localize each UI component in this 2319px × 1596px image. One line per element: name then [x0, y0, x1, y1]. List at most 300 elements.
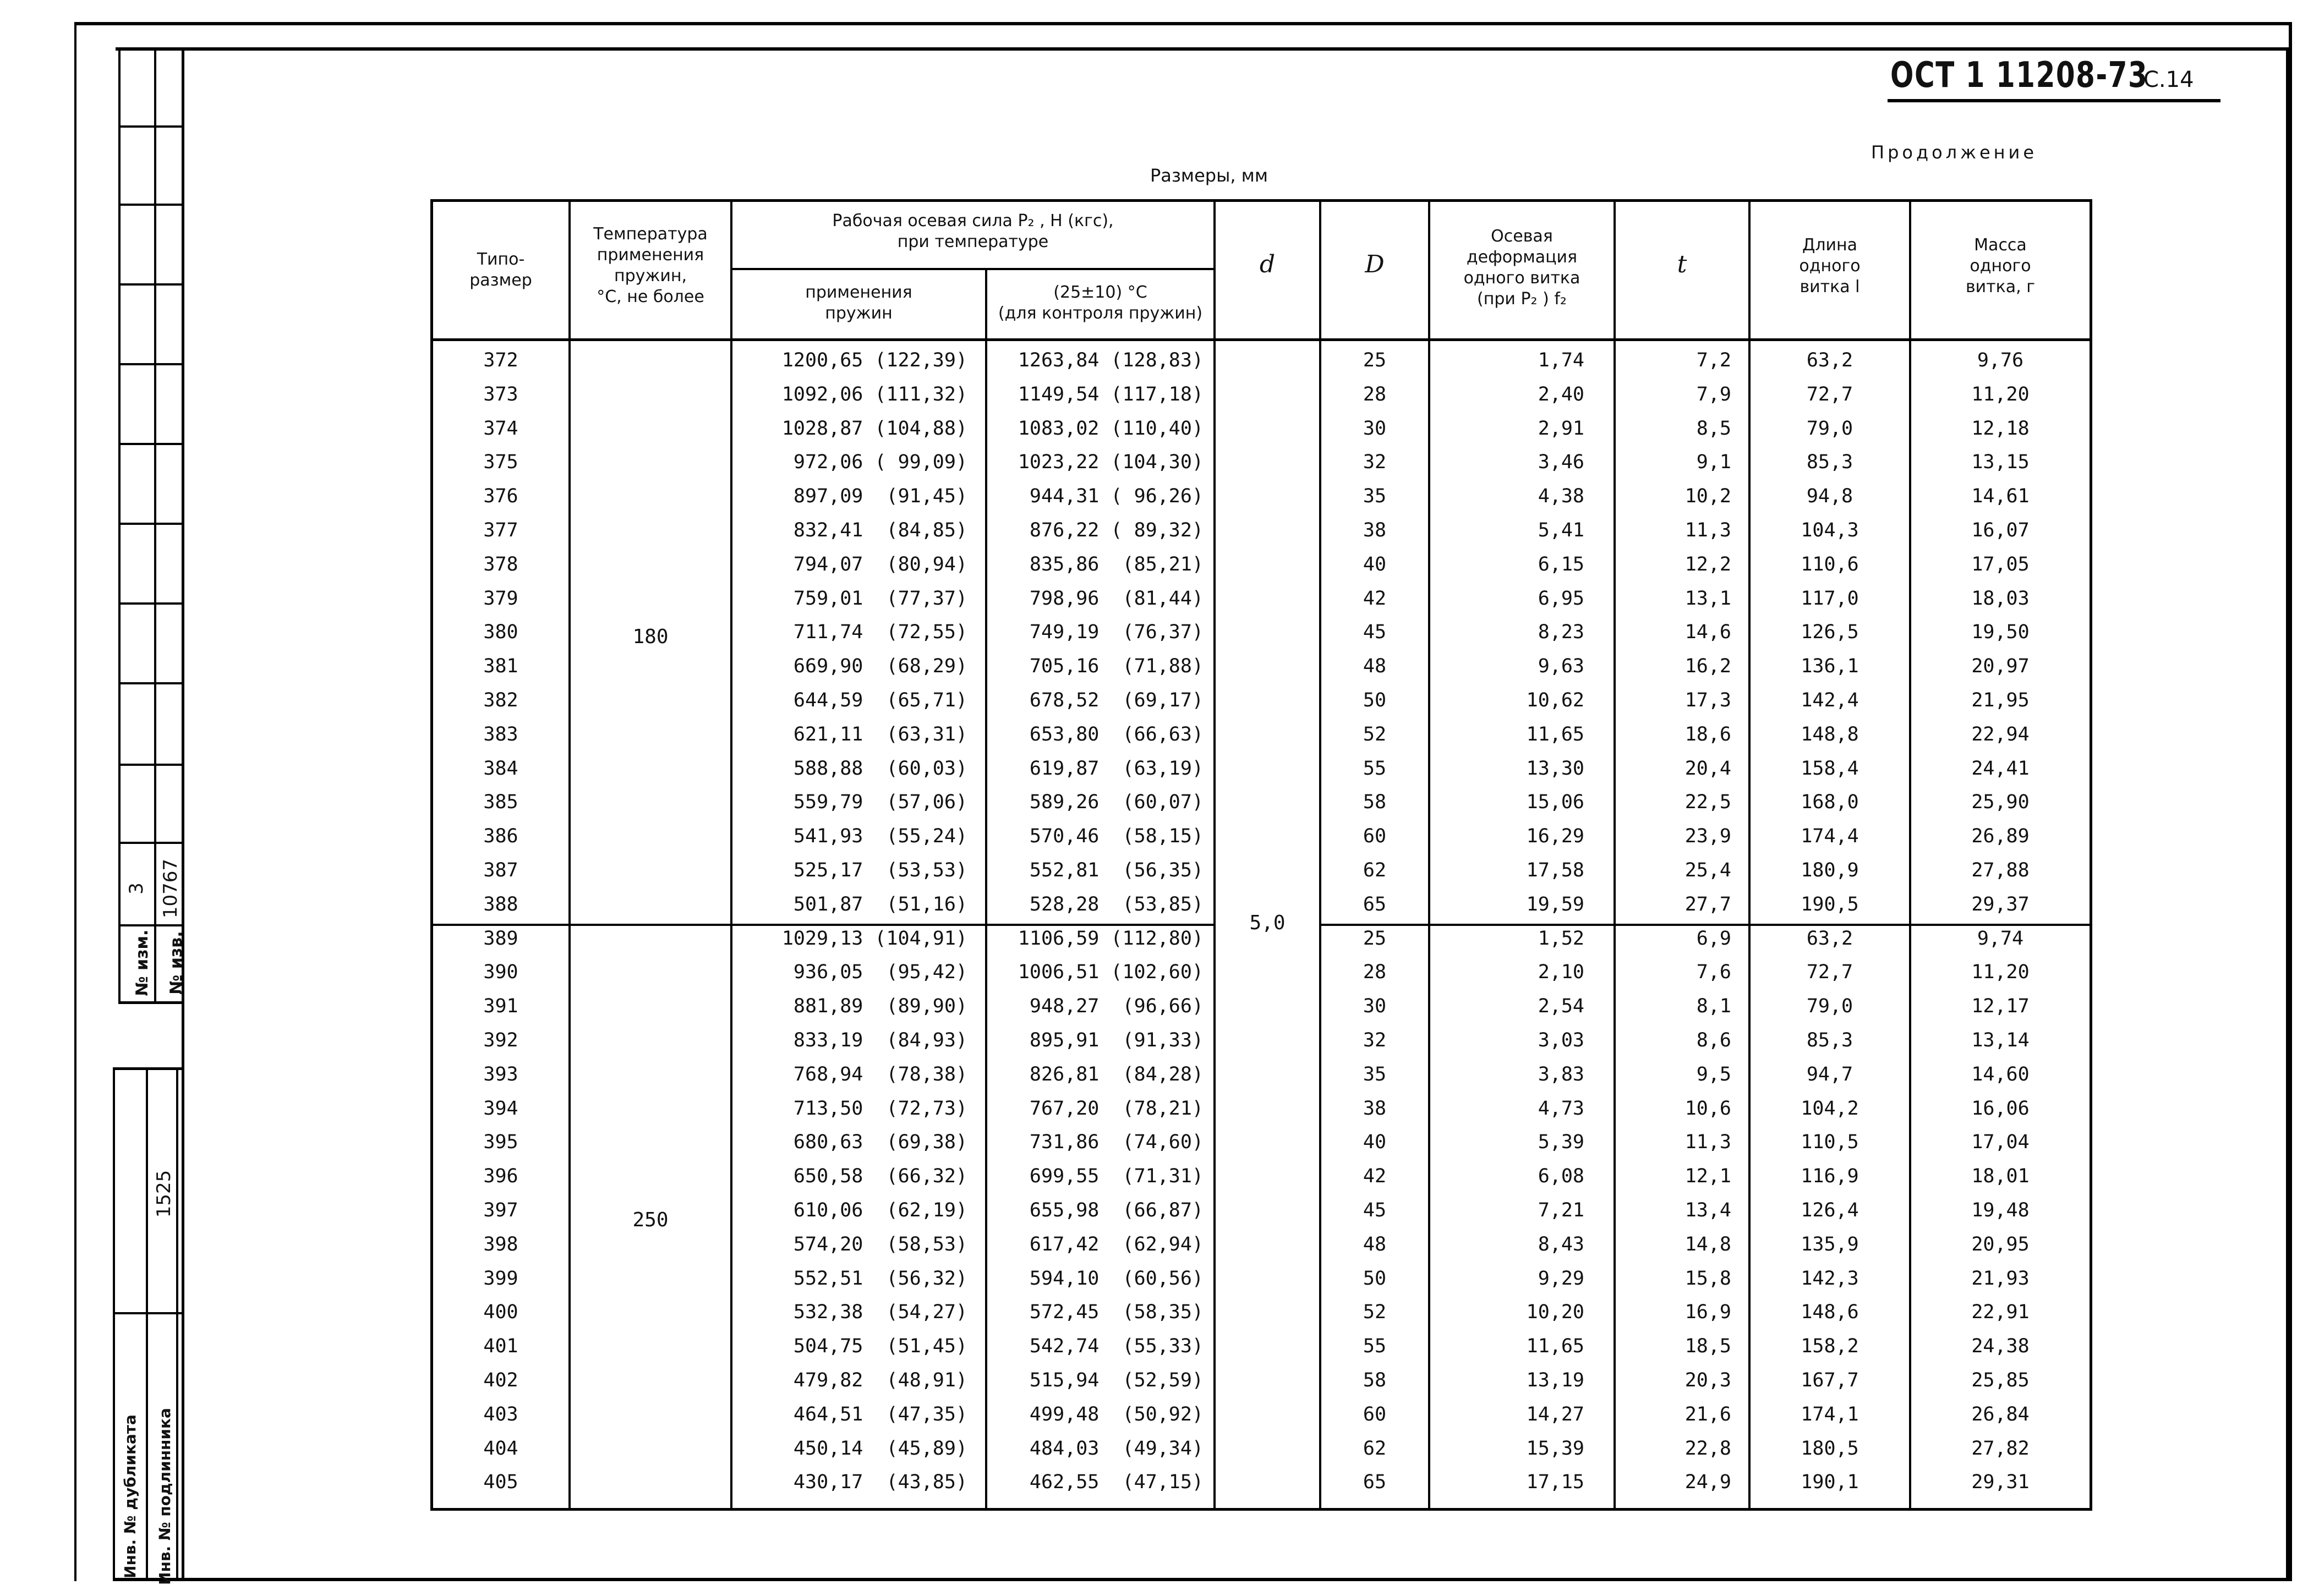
sidebar-h10 [118, 842, 184, 844]
table-cell: 5,41 [1538, 519, 1584, 541]
header-t: t [1677, 250, 1687, 278]
table-cell: 158,2 [1801, 1335, 1859, 1358]
table-cell: 25,85 [1971, 1369, 2030, 1391]
table-cell: 944,31 ( 96,26) [1029, 485, 1204, 508]
table-cell: 484,03 (49,34) [1029, 1437, 1204, 1460]
table-cell: 8,5 [1696, 417, 1731, 440]
table-cell: 5,39 [1538, 1131, 1584, 1154]
table-cell: 464,51 (47,35) [793, 1403, 967, 1425]
table-cell: 396 [483, 1165, 518, 1188]
sidebar-h14 [113, 1312, 184, 1314]
group-divider-line [433, 924, 1215, 926]
table-cell: 6,9 [1696, 927, 1731, 950]
table-cell: 58 [1363, 1369, 1387, 1391]
header-underline [1888, 99, 2220, 102]
change-no-value: 3 [125, 882, 147, 895]
table-cell: 948,27 (96,66) [1029, 995, 1204, 1018]
table-cell: 1083,02 (110,40) [1018, 417, 1204, 440]
table-cell: 55 [1363, 1335, 1387, 1358]
table-cell: 25,4 [1684, 859, 1731, 881]
table-cell: 13,14 [1971, 1029, 2030, 1051]
table-cell: 12,2 [1684, 553, 1731, 575]
sidebar-h8 [118, 682, 184, 684]
table-cell: 18,01 [1971, 1165, 2030, 1188]
table-cell: 18,5 [1684, 1335, 1731, 1358]
table-cell: 1029,13 (104,91) [781, 927, 967, 950]
table-cell: 895,91 (91,33) [1029, 1029, 1204, 1051]
sizes-caption: Размеры, мм [1150, 165, 1268, 186]
table-cell: 7,6 [1696, 961, 1731, 984]
table-cell: 390 [483, 961, 518, 984]
table-cell: 377 [483, 519, 518, 541]
table-cell: 45 [1363, 1199, 1387, 1221]
table-cell: 398 [483, 1233, 518, 1255]
header-d: d [1259, 250, 1276, 278]
table-cell: 19,50 [1971, 621, 2030, 644]
table-cell: 1,52 [1538, 927, 1584, 950]
sidebar-h7 [118, 602, 184, 605]
table-cell: 19,48 [1971, 1199, 2030, 1221]
table-cell: 38 [1363, 1097, 1387, 1120]
header-force-use: применения пружин [805, 283, 912, 323]
table-cell: 375 [483, 451, 518, 474]
table-cell: 372 [483, 349, 518, 371]
group-divider-line-right [1319, 924, 2090, 926]
sidebar-h12 [118, 1001, 184, 1004]
table-cell: 570,46 (58,15) [1029, 825, 1204, 848]
table-cell: 104,2 [1801, 1097, 1859, 1120]
sidebar-h6 [118, 523, 184, 525]
table-cell: 148,8 [1801, 723, 1859, 745]
table-cell: 2,54 [1538, 995, 1584, 1018]
table-cell: 1,74 [1538, 349, 1584, 371]
table-cell: 3,83 [1538, 1063, 1584, 1085]
table-cell: 833,19 (84,93) [793, 1029, 967, 1051]
table-cell: 1092,06 (111,32) [781, 383, 967, 405]
table-cell: 85,3 [1806, 451, 1853, 474]
table-cell: 27,7 [1684, 893, 1731, 915]
table-cell: 35 [1363, 485, 1387, 508]
table-cell: 1006,51 (102,60) [1018, 961, 1204, 984]
table-cell: 79,0 [1806, 995, 1853, 1018]
table-cell: 499,48 (50,92) [1029, 1403, 1204, 1425]
table-cell: 574,20 (58,53) [793, 1233, 967, 1255]
table-cell: 589,26 (60,07) [1029, 791, 1204, 814]
header-mass: Масса одного витка, г [1966, 235, 2035, 297]
table-cell: 4,38 [1538, 485, 1584, 508]
table-cell: 381 [483, 655, 518, 678]
table-cell: 8,1 [1696, 995, 1731, 1018]
table-cell: 7,21 [1538, 1199, 1584, 1221]
frame-left-line [74, 22, 76, 1581]
header-force: Рабочая осевая сила P₂ , Н (кгс), при температуре [832, 211, 1114, 251]
table-cell: 21,93 [1971, 1267, 2030, 1290]
table-cell: 6,15 [1538, 553, 1584, 575]
table-cell: 38 [1363, 519, 1387, 541]
table-cell: 594,10 (60,56) [1029, 1267, 1204, 1290]
table-cell: 462,55 (47,15) [1029, 1471, 1204, 1494]
table-cell: 525,17 (53,53) [793, 859, 967, 881]
table-cell: 10,6 [1684, 1097, 1731, 1120]
header-temperature: Температура применения пружин, °С, не более [593, 224, 708, 306]
table-cell: 14,60 [1971, 1063, 2030, 1085]
notice-no-label: № изв. [167, 931, 186, 995]
table-cell: 832,41 (84,85) [793, 519, 967, 541]
table-cell: 24,38 [1971, 1335, 2030, 1358]
table-cell: 16,9 [1684, 1301, 1731, 1324]
table-cell: 384 [483, 757, 518, 780]
frame-top-line [74, 22, 2292, 25]
table-cell: 142,3 [1801, 1267, 1859, 1290]
table-cell: 713,50 (72,73) [793, 1097, 967, 1120]
table-cell: 30 [1363, 417, 1387, 440]
table-cell: 16,29 [1526, 825, 1584, 848]
sidebar-h1 [118, 125, 184, 128]
table-cell: 501,87 (51,16) [793, 893, 967, 915]
table-cell: 14,8 [1684, 1233, 1731, 1255]
table-cell: 62 [1363, 859, 1387, 881]
table-cell: 9,76 [1977, 349, 2024, 371]
table-cell: 936,05 (95,42) [793, 961, 967, 984]
table-cell: 85,3 [1806, 1029, 1853, 1051]
orig-inv-label: Инв. № подлинника [156, 1408, 174, 1585]
table-cell: 881,89 (89,90) [793, 995, 967, 1018]
table-cell: 6,95 [1538, 587, 1584, 610]
table-cell: 52 [1363, 723, 1387, 745]
table-cell: 136,1 [1801, 655, 1859, 678]
table-cell: 382 [483, 689, 518, 711]
table-cell: 94,7 [1806, 1063, 1853, 1085]
table-cell: 32 [1363, 1029, 1387, 1051]
table-cell: 50 [1363, 1267, 1387, 1290]
table-cell: 403 [483, 1403, 518, 1425]
table-cell: 386 [483, 825, 518, 848]
table-cell: 22,94 [1971, 723, 2030, 745]
table-cell: 826,81 (84,28) [1029, 1063, 1204, 1085]
table-cell: 391 [483, 995, 518, 1018]
table-cell: 174,4 [1801, 825, 1859, 848]
table-cell: 21,95 [1971, 689, 2030, 711]
table-cell: 32 [1363, 451, 1387, 474]
table-cell: 972,06 ( 99,09) [793, 451, 967, 474]
table-cell: 9,63 [1538, 655, 1584, 678]
table-cell: 385 [483, 791, 518, 814]
table-cell: 20,97 [1971, 655, 2030, 678]
inv-value: 1525 [153, 1170, 175, 1218]
table-cell: 190,5 [1801, 893, 1859, 915]
table-cell: 23,9 [1684, 825, 1731, 848]
table-cell: 27,82 [1971, 1437, 2030, 1460]
table-cell: 24,9 [1684, 1471, 1731, 1494]
table-cell: 711,74 (72,55) [793, 621, 967, 644]
table-cell: 52 [1363, 1301, 1387, 1324]
table-cell: 1023,22 (104,30) [1018, 451, 1204, 474]
table-cell: 28 [1363, 383, 1387, 405]
table-cell: 16,06 [1971, 1097, 2030, 1120]
table-cell: 126,5 [1801, 621, 1859, 644]
table-cell: 15,8 [1684, 1267, 1731, 1290]
table-cell: 60 [1363, 1403, 1387, 1425]
table-cell: 42 [1363, 1165, 1387, 1188]
table-cell: 767,20 (78,21) [1029, 1097, 1204, 1120]
table-cell: 126,4 [1801, 1199, 1859, 1221]
table-cell: 11,20 [1971, 961, 2030, 984]
table-cell: 72,7 [1806, 961, 1853, 984]
table-cell: 14,6 [1684, 621, 1731, 644]
table-cell: 174,1 [1801, 1403, 1859, 1425]
table-cell: 65 [1363, 893, 1387, 915]
table-cell: 12,17 [1971, 995, 2030, 1018]
col-sep-2 [730, 202, 732, 1508]
table-cell: 552,81 (56,35) [1029, 859, 1204, 881]
table-cell: 404 [483, 1437, 518, 1460]
table-cell: 63,2 [1806, 927, 1853, 950]
table-cell: 430,17 (43,85) [793, 1471, 967, 1494]
header-force-control: (25±10) °С (для контроля пружин) [998, 283, 1203, 323]
table-cell: 17,04 [1971, 1131, 2030, 1154]
temp-group-250: 250 [632, 1209, 669, 1231]
sidebar-h3 [118, 283, 184, 286]
inner-frame-left [182, 47, 184, 1580]
table-cell: 653,80 (66,63) [1029, 723, 1204, 745]
table-cell: 8,6 [1696, 1029, 1731, 1051]
table-cell: 374 [483, 417, 518, 440]
table-cell: 15,39 [1526, 1437, 1584, 1460]
table-cell: 9,74 [1977, 927, 2024, 950]
table-cell: 7,9 [1696, 383, 1731, 405]
table-cell: 621,11 (63,31) [793, 723, 967, 745]
table-cell: 104,3 [1801, 519, 1859, 541]
table-cell: 22,5 [1684, 791, 1731, 814]
header-bottom-line [433, 338, 2090, 341]
table-cell: 180,9 [1801, 859, 1859, 881]
table-cell: 619,87 (63,19) [1029, 757, 1204, 780]
table-cell: 1263,84 (128,83) [1018, 349, 1204, 371]
table-cell: 45 [1363, 621, 1387, 644]
sidebar-line-c [113, 1067, 115, 1579]
table-cell: 148,6 [1801, 1301, 1859, 1324]
inner-frame-right [2286, 47, 2289, 1580]
table-cell: 28 [1363, 961, 1387, 984]
table-cell: 25,90 [1971, 791, 2030, 814]
table-cell: 402 [483, 1369, 518, 1391]
table-cell: 30 [1363, 995, 1387, 1018]
wire-diameter-d: 5,0 [1249, 912, 1286, 934]
table-cell: 158,4 [1801, 757, 1859, 780]
table-cell: 655,98 (66,87) [1029, 1199, 1204, 1221]
table-cell: 397 [483, 1199, 518, 1221]
table-cell: 25 [1363, 349, 1387, 371]
table-cell: 759,01 (77,37) [793, 587, 967, 610]
table-cell: 10,20 [1526, 1301, 1584, 1324]
table-cell: 572,45 (58,35) [1029, 1301, 1204, 1324]
table-cell: 7,2 [1696, 349, 1731, 371]
sidebar-h13 [113, 1067, 184, 1070]
continuation-label: Продолжение [1871, 142, 2038, 163]
temp-group-180: 180 [632, 626, 669, 648]
table-cell: 541,93 (55,24) [793, 825, 967, 848]
table-cell: 15,06 [1526, 791, 1584, 814]
table-cell: 35 [1363, 1063, 1387, 1085]
table-cell: 379 [483, 587, 518, 610]
header-D: D [1365, 250, 1385, 278]
table-cell: 678,52 (69,17) [1029, 689, 1204, 711]
dup-inv-label: Инв. № дубликата [121, 1414, 139, 1578]
table-cell: 12,1 [1684, 1165, 1731, 1188]
table-cell: 21,6 [1684, 1403, 1731, 1425]
table-cell: 394 [483, 1097, 518, 1120]
col-sep-3 [985, 268, 987, 1508]
col-sep-4 [1213, 202, 1216, 1508]
sidebar-h4 [118, 363, 184, 365]
table-cell: 13,4 [1684, 1199, 1731, 1221]
table-cell: 11,20 [1971, 383, 2030, 405]
table-cell: 26,84 [1971, 1403, 2030, 1425]
table-cell: 405 [483, 1471, 518, 1494]
table-cell: 50 [1363, 689, 1387, 711]
table-cell: 11,3 [1684, 519, 1731, 541]
document-code: ОСТ 1 11208-73 [1890, 55, 2148, 96]
table-cell: 117,0 [1801, 587, 1859, 610]
table-cell: 3,46 [1538, 451, 1584, 474]
table-cell: 650,58 (66,32) [793, 1165, 967, 1188]
table-cell: 20,3 [1684, 1369, 1731, 1391]
table-cell: 680,63 (69,38) [793, 1131, 967, 1154]
table-cell: 3,03 [1538, 1029, 1584, 1051]
table-cell: 135,9 [1801, 1233, 1859, 1255]
table-cell: 1106,59 (112,80) [1018, 927, 1204, 950]
table-cell: 559,79 (57,06) [793, 791, 967, 814]
header-type: Типо- размер [469, 250, 532, 290]
table-cell: 588,88 (60,03) [793, 757, 967, 780]
table-cell: 380 [483, 621, 518, 644]
table-cell: 22,91 [1971, 1301, 2030, 1324]
sidebar-h5 [118, 443, 184, 445]
table-cell: 876,22 ( 89,32) [1029, 519, 1204, 541]
table-cell: 532,38 (54,27) [793, 1301, 967, 1324]
table-cell: 16,2 [1684, 655, 1731, 678]
table-cell: 794,07 (80,94) [793, 553, 967, 575]
table-cell: 110,5 [1801, 1131, 1859, 1154]
table-cell: 13,19 [1526, 1369, 1584, 1391]
inner-frame-top [116, 47, 2289, 51]
table-cell: 167,7 [1801, 1369, 1859, 1391]
sidebar-h9 [118, 764, 184, 766]
table-cell: 180,5 [1801, 1437, 1859, 1460]
table-cell: 387 [483, 859, 518, 881]
table-cell: 142,4 [1801, 689, 1859, 711]
change-no-label: № изм. [133, 929, 152, 996]
table-cell: 58 [1363, 791, 1387, 814]
table-cell: 504,75 (51,45) [793, 1335, 967, 1358]
table-cell: 552,51 (56,32) [793, 1267, 967, 1290]
table-cell: 13,1 [1684, 587, 1731, 610]
table-cell: 1200,65 (122,39) [781, 349, 967, 371]
table-cell: 48 [1363, 655, 1387, 678]
table-cell: 13,30 [1526, 757, 1584, 780]
table-cell: 20,95 [1971, 1233, 2030, 1255]
table-cell: 389 [483, 927, 518, 950]
springs-table [430, 199, 2092, 1511]
table-cell: 9,1 [1696, 451, 1731, 474]
table-cell: 798,96 (81,44) [1029, 587, 1204, 610]
table-cell: 116,9 [1801, 1165, 1859, 1188]
table-cell: 190,1 [1801, 1471, 1859, 1494]
table-cell: 835,86 (85,21) [1029, 553, 1204, 575]
table-cell: 11,3 [1684, 1131, 1731, 1154]
table-cell: 14,61 [1971, 485, 2030, 508]
table-cell: 617,42 (62,94) [1029, 1233, 1204, 1255]
table-cell: 29,37 [1971, 893, 2030, 915]
table-cell: 450,14 (45,89) [793, 1437, 967, 1460]
table-cell: 1149,54 (117,18) [1018, 383, 1204, 405]
table-cell: 749,19 (76,37) [1029, 621, 1204, 644]
table-cell: 376 [483, 485, 518, 508]
table-cell: 17,05 [1971, 553, 2030, 575]
table-cell: 515,94 (52,59) [1029, 1369, 1204, 1391]
table-cell: 17,58 [1526, 859, 1584, 881]
page-number: С.14 [2143, 67, 2194, 92]
sidebar-h2 [118, 204, 184, 206]
table-cell: 60 [1363, 825, 1387, 848]
frame-bottom-line [113, 1578, 2292, 1581]
table-cell: 17,15 [1526, 1471, 1584, 1494]
table-cell: 699,55 (71,31) [1029, 1165, 1204, 1188]
table-cell: 2,91 [1538, 417, 1584, 440]
table-cell: 644,59 (65,71) [793, 689, 967, 711]
table-cell: 610,06 (62,19) [793, 1199, 967, 1221]
table-cell: 378 [483, 553, 518, 575]
table-cell: 897,09 (91,45) [793, 485, 967, 508]
table-cell: 79,0 [1806, 417, 1853, 440]
table-cell: 1028,87 (104,88) [781, 417, 967, 440]
table-cell: 392 [483, 1029, 518, 1051]
table-cell: 669,90 (68,29) [793, 655, 967, 678]
table-cell: 401 [483, 1335, 518, 1358]
table-cell: 168,0 [1801, 791, 1859, 814]
table-cell: 17,3 [1684, 689, 1731, 711]
table-cell: 55 [1363, 757, 1387, 780]
table-cell: 18,6 [1684, 723, 1731, 745]
table-cell: 6,08 [1538, 1165, 1584, 1188]
table-cell: 40 [1363, 1131, 1387, 1154]
table-cell: 42 [1363, 587, 1387, 610]
table-cell: 2,40 [1538, 383, 1584, 405]
table-cell: 29,31 [1971, 1471, 2030, 1494]
table-cell: 399 [483, 1267, 518, 1290]
table-cell: 8,23 [1538, 621, 1584, 644]
notice-no-value: 10767 [160, 858, 182, 919]
table-cell: 10,62 [1526, 689, 1584, 711]
table-cell: 62 [1363, 1437, 1387, 1460]
header-length: Длина одного витка l [1799, 235, 1861, 297]
table-cell: 400 [483, 1301, 518, 1324]
table-cell: 8,43 [1538, 1233, 1584, 1255]
table-cell: 27,88 [1971, 859, 2030, 881]
table-cell: 72,7 [1806, 383, 1853, 405]
table-cell: 26,89 [1971, 825, 2030, 848]
table-cell: 24,41 [1971, 757, 2030, 780]
table-cell: 65 [1363, 1471, 1387, 1494]
table-cell: 48 [1363, 1233, 1387, 1255]
sidebar-line-d [146, 1067, 148, 1579]
table-cell: 11,65 [1526, 723, 1584, 745]
table-cell: 110,6 [1801, 553, 1859, 575]
col-sep-1 [568, 202, 571, 1508]
table-cell: 2,10 [1538, 961, 1584, 984]
table-cell: 4,73 [1538, 1097, 1584, 1120]
table-cell: 13,15 [1971, 451, 2030, 474]
